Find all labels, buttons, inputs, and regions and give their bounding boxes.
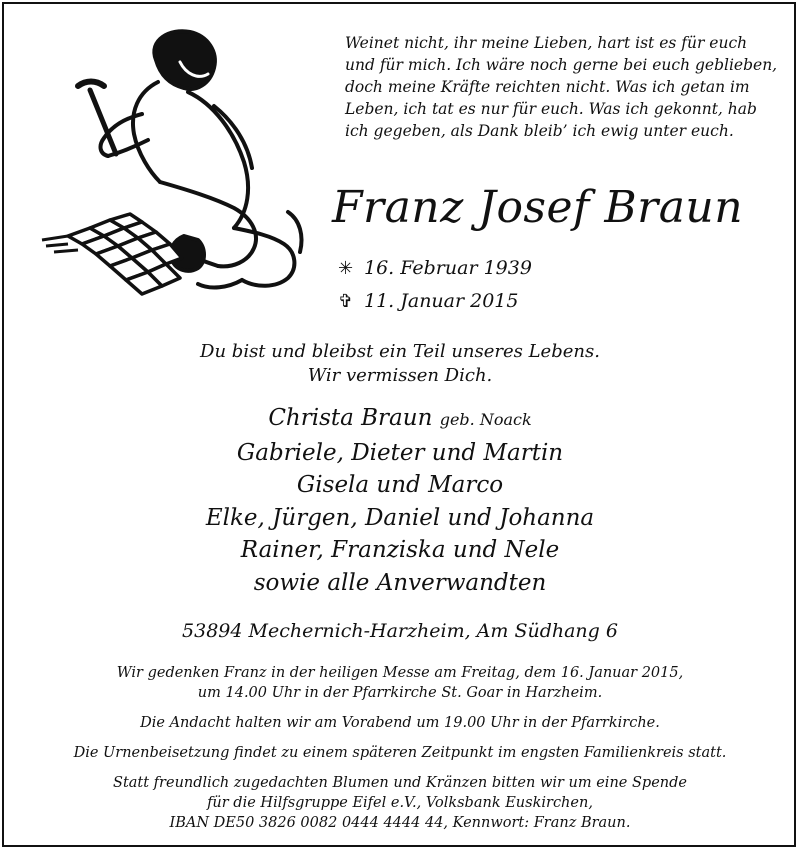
life-dates — [338, 252, 532, 318]
family-line: sowie alle Anverwandten — [253, 569, 547, 596]
family-line — [0, 402, 800, 437]
devotion-notice: Die Andacht halten wir am Vorabend um 19.00 Uhr in der Pfarrkirche. — [140, 715, 660, 731]
notice-line: für die Hilfsgruppe Eifel e.V., Volksbank Euskirchen, — [207, 795, 593, 811]
notice-line: IBAN DE50 3826 0082 0444 4444 44, Kennwort: Franz Braun. — [169, 815, 631, 831]
notice-line: Statt freundlich zugedachten Blumen und Kränzen bitten wir um eine Spende — [113, 775, 687, 791]
worker-illustration-icon — [38, 22, 308, 312]
notes — [0, 663, 800, 833]
family-line: Rainer, Franziska und Nele — [240, 537, 560, 563]
urn-notice: Die Urnenbeisetzung findet zu einem späteren Zeitpunkt im engsten Familienkreis statt. — [73, 745, 727, 761]
poem-line: ich gegeben, als Dank bleib’ ich ewig unter euch. — [345, 122, 734, 140]
address: 53894 Mechernich-Harzheim, Am Südhang 6 — [182, 620, 618, 642]
poem-line: Leben, ich tat es nur für euch. Was ich gekonnt, hab — [345, 100, 757, 118]
family-line: Gabriele, Dieter und Martin — [236, 439, 564, 466]
poem-line: Weinet nicht, ihr meine Lieben, hart ist es für euch — [345, 34, 748, 52]
death-row — [338, 285, 532, 318]
notice-line: um 14.00 Uhr in der Pfarrkirche St. Goar in Harzheim. — [197, 685, 603, 701]
family-list — [0, 402, 800, 599]
poem — [345, 32, 778, 142]
birth-star-icon: ✳ — [338, 258, 354, 279]
family-first-suffix: geb. Noack — [439, 410, 532, 429]
deceased-name: Franz Josef Braun — [332, 182, 744, 233]
quote-line: Wir vermissen Dich. — [307, 365, 493, 386]
memorial-quote — [0, 340, 800, 388]
death-date: 11. Januar 2015 — [364, 290, 519, 312]
family-first-name: Christa Braun — [268, 405, 433, 431]
quote-line: Du bist und bleibst ein Teil unseres Lebens. — [200, 341, 600, 362]
notice-line: Wir gedenken Franz in der heiligen Messe am Freitag, dem 16. Januar 2015, — [116, 665, 684, 681]
birth-date: 16. Februar 1939 — [364, 257, 532, 279]
poem-line: und für mich. Ich wäre noch gerne bei euch geblieben, — [345, 56, 778, 74]
donation-notice — [0, 773, 800, 833]
family-line: Elke, Jürgen, Daniel und Johanna — [205, 504, 595, 531]
family-line: Gisela und Marco — [296, 472, 504, 498]
mass-notice — [0, 663, 800, 703]
birth-row — [338, 252, 532, 285]
poem-line: doch meine Kräfte reichten nicht. Was ich getan im — [345, 78, 750, 96]
death-cross-icon: ✞ — [338, 291, 354, 312]
